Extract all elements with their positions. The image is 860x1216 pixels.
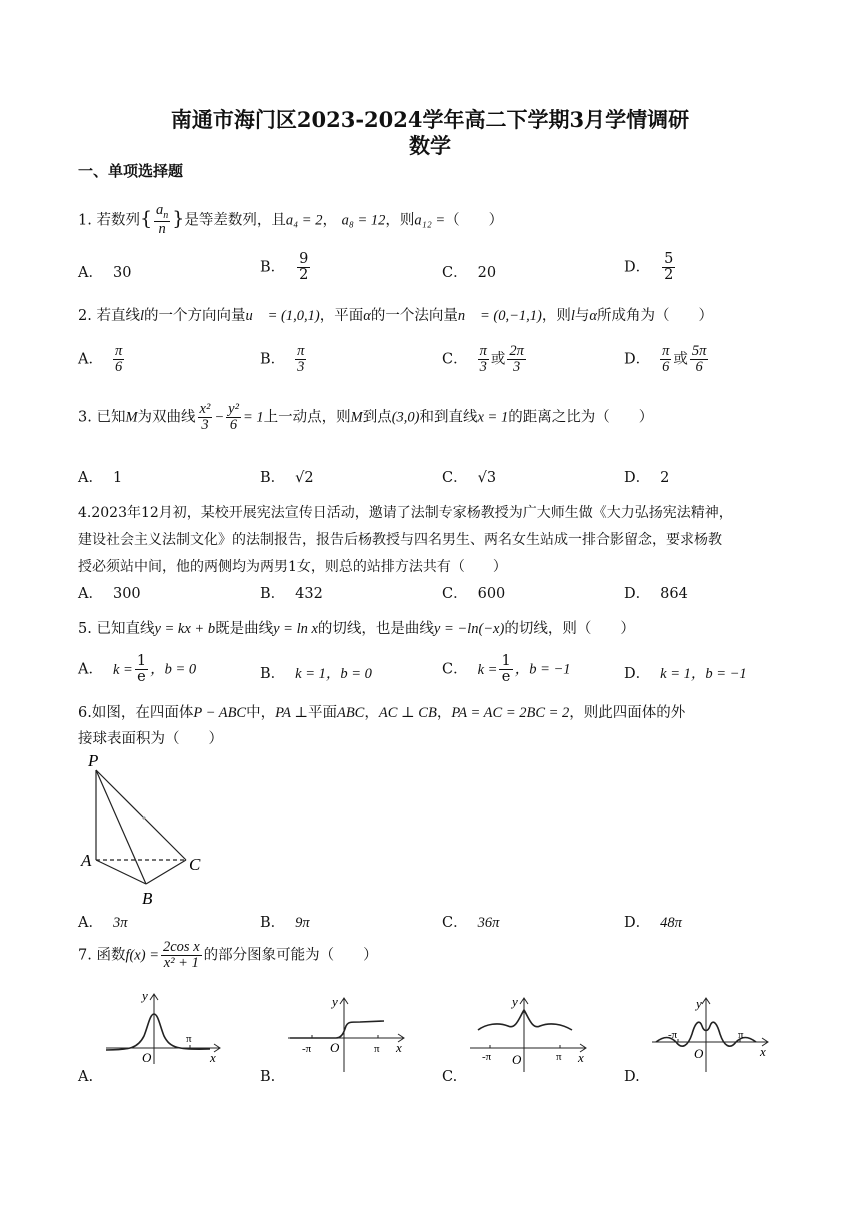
- q3-eq: = 1: [242, 409, 264, 426]
- option-value: 30: [112, 265, 132, 281]
- frac-den: 2: [299, 267, 309, 284]
- brace-open: {: [139, 207, 153, 230]
- q3-text: 已知: [96, 409, 126, 426]
- tetrahedron-figure: [78, 752, 208, 912]
- or-text: 或: [673, 351, 688, 368]
- graph-c: [466, 994, 596, 1074]
- q1-number: 1.: [78, 212, 92, 229]
- pi-label: π: [186, 1033, 192, 1045]
- pi-label: π: [556, 1051, 562, 1063]
- q2-option-a[interactable]: [78, 344, 126, 375]
- exam-title: 南通市海门区2023-2024学年高二下学期3月学情调研: [170, 107, 690, 132]
- frac-den: 6: [695, 359, 703, 376]
- option-label: D．: [624, 666, 651, 682]
- q1-sep-2: ，则: [385, 212, 415, 229]
- q2-alpha: α: [363, 308, 371, 324]
- option-value: 600: [477, 586, 506, 602]
- q3-text-b: 为双曲线: [137, 409, 196, 426]
- q7-option-b[interactable]: B.: [260, 1069, 276, 1085]
- frac-num: 1: [136, 653, 147, 669]
- q1-blank: （ ）: [445, 212, 504, 229]
- option-value: 1: [112, 470, 123, 486]
- q2-l-2: l: [570, 308, 575, 324]
- option-value: 300: [112, 586, 141, 602]
- q3-option-b[interactable]: [260, 468, 314, 488]
- q2-option-d[interactable]: [624, 344, 710, 375]
- option-b: ，b = 0: [150, 661, 197, 678]
- option-label: A．: [78, 661, 103, 678]
- curve-a: [106, 1014, 210, 1050]
- option-value: 3π: [112, 915, 128, 931]
- q6-sep: ，: [364, 705, 379, 721]
- option-fraction: [662, 252, 675, 283]
- frac-num: π: [297, 343, 305, 359]
- q5-text: 已知直线: [96, 621, 155, 637]
- q2-text-c: ，平面: [319, 308, 364, 324]
- frac-num: y²: [228, 401, 239, 417]
- q6-tetra: P − ABC: [193, 705, 247, 721]
- edge-ab: [96, 860, 146, 884]
- q1-cond-2: a₈ = 12: [341, 212, 386, 229]
- q5-text-d: 的切线，则（ ）: [504, 621, 635, 637]
- curve-c: [478, 1010, 572, 1030]
- question-6: [78, 700, 798, 752]
- frac-den: 3: [201, 417, 209, 434]
- neg-pi-label: -π: [302, 1043, 312, 1055]
- q3-text-f: 的距离之比为（ ）: [508, 409, 654, 426]
- question-3: [78, 402, 798, 433]
- origin-label: O: [694, 1046, 704, 1061]
- q6-option-a[interactable]: [78, 913, 128, 933]
- q1-target: a₁₂ =: [414, 212, 446, 229]
- x-label: x: [760, 1044, 766, 1059]
- graph-a: [100, 988, 230, 1068]
- q2-u-vector: u⃗ = (1,0,1): [245, 308, 320, 324]
- frac-den: 6: [229, 417, 238, 434]
- q2-alpha-2: α: [589, 308, 598, 324]
- option-fraction-2: [507, 344, 526, 375]
- graph-b: [284, 994, 414, 1074]
- q5-option-a[interactable]: [78, 654, 196, 685]
- question-5: [78, 616, 798, 642]
- q6-text-c: 平面: [307, 705, 337, 721]
- edge-pc: [96, 770, 186, 860]
- option-label: D．: [624, 915, 651, 931]
- frac-num: 1: [501, 653, 511, 669]
- frac-num: π: [479, 343, 487, 359]
- option-label: C．: [442, 470, 468, 486]
- q3-minus: −: [214, 409, 225, 426]
- option-value: 9π: [295, 915, 310, 931]
- q3-point: (3,0): [391, 409, 420, 426]
- frac-den: 3: [297, 359, 305, 376]
- vertex-b-label: B: [142, 889, 153, 908]
- option-value: k = 1，b = −1: [660, 666, 747, 682]
- q5-curve-2: y = −ln(−x): [433, 621, 505, 637]
- q7-text-b: 的部分图象可能为（ ）: [203, 947, 378, 964]
- q1-text-b: 是等差数列，且: [184, 212, 286, 229]
- option-value: 864: [660, 586, 688, 602]
- option-k: k =: [477, 661, 498, 678]
- frac-num: 2cos x: [162, 939, 200, 955]
- option-label: B．: [260, 915, 286, 931]
- option-label: C．: [442, 915, 468, 931]
- option-label: D．: [624, 470, 651, 486]
- option-value: 36π: [477, 915, 500, 931]
- option-label: A．: [78, 470, 103, 486]
- q1-option-d[interactable]: [624, 252, 677, 283]
- option-fraction-2: [690, 344, 709, 375]
- q6-text-b: 中，: [246, 705, 276, 721]
- q2-text-b: 的一个方向向量: [143, 308, 246, 324]
- question-2: [78, 303, 798, 329]
- option-label: C．: [442, 661, 468, 678]
- q7-text: 函数: [96, 947, 126, 964]
- option-value: 432: [295, 586, 323, 602]
- question-1: [78, 203, 778, 238]
- q2-option-b[interactable]: [260, 344, 308, 375]
- frac-num: x²: [199, 401, 211, 417]
- q6-sep-2: ，: [436, 705, 452, 721]
- edge-bc: [146, 860, 186, 884]
- q4-option-a[interactable]: [78, 584, 141, 604]
- q1-frac-den: n: [158, 221, 166, 238]
- x-label: x: [210, 1050, 216, 1065]
- y-label: y: [512, 994, 518, 1009]
- exam-subject: 数学: [409, 133, 451, 158]
- curve-b: [290, 1021, 384, 1038]
- option-value: √2: [295, 470, 314, 486]
- q5-text-b: 既是曲线: [215, 621, 274, 637]
- q2-option-c[interactable]: [442, 344, 528, 375]
- q1-frac-sub: n: [163, 209, 169, 221]
- option-value: 2: [660, 470, 670, 486]
- q1-option-c[interactable]: [442, 263, 496, 283]
- q6-plane: ABC: [336, 705, 365, 721]
- frac-den: 2: [664, 267, 674, 284]
- frac-den: 3: [513, 359, 521, 376]
- option-label: C．: [442, 351, 468, 368]
- option-fraction: [113, 344, 124, 375]
- q5-line-eq: y = kx + b: [154, 621, 216, 637]
- or-text: 或: [490, 351, 506, 368]
- q3-M-2: M: [350, 409, 363, 426]
- option-fraction: [135, 654, 148, 685]
- y-label: y: [696, 996, 702, 1011]
- option-value: 48π: [660, 915, 682, 931]
- q2-text: 若直线: [96, 308, 140, 324]
- question-7: [78, 940, 798, 971]
- option-value: k = 1，b = 0: [295, 666, 372, 682]
- q6-cond-2: AC ⊥ CB: [378, 705, 437, 721]
- q7-option-c[interactable]: C.: [442, 1069, 458, 1085]
- q1-option-a[interactable]: [78, 263, 131, 283]
- question-4: [78, 500, 798, 581]
- option-value: 20: [477, 265, 497, 281]
- q6-text: 如图，在四面体: [91, 705, 194, 721]
- q5-option-c[interactable]: [442, 654, 571, 685]
- q4-option-c[interactable]: [442, 584, 505, 604]
- option-label: B．: [260, 666, 286, 682]
- q6-line-2: 接球表面积为（ ）: [78, 731, 223, 747]
- option-label: A．: [78, 265, 103, 281]
- q4-option-d[interactable]: [624, 584, 688, 604]
- q2-text-e: ，则: [541, 308, 571, 324]
- option-label: A．: [78, 915, 103, 931]
- q5-option-b[interactable]: [260, 664, 372, 684]
- q3-text-e: 和到直线: [419, 409, 478, 426]
- frac-num: 5π: [691, 343, 707, 359]
- vertex-a-label: A: [81, 851, 92, 870]
- frac-den: 3: [479, 359, 487, 376]
- q6-option-b[interactable]: [260, 913, 310, 933]
- q7-number: 7.: [78, 947, 92, 964]
- option-label: C．: [442, 586, 468, 602]
- q5-option-d[interactable]: [624, 664, 747, 684]
- option-label: B．: [260, 470, 286, 486]
- option-label: B．: [260, 259, 286, 276]
- option-label: C．: [442, 265, 468, 281]
- q3-line: x = 1: [477, 409, 509, 426]
- q2-number: 2.: [78, 308, 92, 324]
- x-label: x: [396, 1040, 402, 1055]
- q6-cond-3: PA = AC = 2BC = 2: [451, 705, 570, 721]
- frac-den: e: [137, 669, 146, 686]
- neg-pi-label: -π: [482, 1051, 492, 1063]
- frac-num: π: [114, 343, 123, 359]
- option-label: A．: [78, 351, 103, 368]
- frac-den: x² + 1: [163, 955, 199, 972]
- option-fraction: [499, 654, 512, 685]
- frac-den: e: [501, 669, 511, 686]
- q6-option-d[interactable]: [624, 913, 682, 933]
- origin-label: O: [142, 1050, 152, 1065]
- q3-text-c: 上一动点，则: [263, 409, 351, 426]
- q7-option-a[interactable]: A.: [78, 1069, 94, 1085]
- q2-n-vector: n⃗ = (0,−1,1): [457, 308, 542, 324]
- option-k: k =: [112, 661, 133, 678]
- option-fraction: [660, 344, 671, 375]
- neg-pi-label: -π: [668, 1029, 678, 1041]
- q6-cond-1: PA ⊥: [275, 705, 308, 721]
- frac-den: 6: [114, 359, 123, 376]
- q3-frac-x: [198, 402, 213, 433]
- q3-option-a[interactable]: [78, 468, 122, 488]
- option-label: A．: [78, 586, 103, 602]
- q3-number: 3.: [78, 409, 92, 426]
- q2-l: l: [139, 308, 144, 324]
- q3-M: M: [125, 409, 138, 426]
- q1-sep: ，: [322, 212, 337, 229]
- frac-den: 6: [662, 359, 670, 376]
- section-heading: 一、单项选择题: [78, 162, 184, 180]
- option-value: √3: [477, 470, 497, 486]
- q3-frac-y: [226, 402, 241, 433]
- brace-close: }: [172, 207, 185, 230]
- option-label: B．: [260, 586, 286, 602]
- option-label: D．: [624, 259, 651, 276]
- q1-cond-1: a₄ = 2: [285, 212, 323, 229]
- option-label: B．: [260, 351, 286, 368]
- pi-label: π: [738, 1029, 744, 1041]
- q1-frac-num: a: [156, 202, 164, 218]
- dot-marker: [142, 816, 145, 819]
- origin-label: O: [512, 1052, 522, 1067]
- q2-text-g: 所成角为（ ）: [597, 308, 714, 324]
- option-fraction: [297, 252, 310, 283]
- y-label: y: [142, 988, 148, 1003]
- option-b: ，b = −1: [514, 661, 571, 678]
- q4-number: 4.: [78, 505, 92, 521]
- option-label: D．: [624, 586, 651, 602]
- q5-curve-1: y = ln x: [273, 621, 318, 637]
- frac-num: π: [662, 343, 670, 359]
- q4-option-b[interactable]: [260, 584, 323, 604]
- origin-label: O: [330, 1040, 340, 1055]
- q6-number: 6.: [78, 705, 92, 721]
- q2-text-f: 与: [574, 308, 590, 324]
- vertex-c-label: C: [189, 855, 201, 874]
- q5-text-c: 的切线，也是曲线: [317, 621, 434, 637]
- q1-fraction: [154, 203, 170, 238]
- q3-text-d: 到点: [362, 409, 392, 426]
- q3-option-c[interactable]: [442, 468, 496, 488]
- frac-num: 9: [299, 251, 309, 267]
- q7-option-d[interactable]: D.: [624, 1069, 640, 1085]
- vertex-p-label: P: [88, 752, 99, 770]
- option-label: D．: [624, 351, 651, 368]
- q7-fx: f(x) =: [125, 947, 159, 964]
- q1-option-b[interactable]: [260, 252, 312, 283]
- frac-num: 2π: [509, 343, 524, 359]
- q3-option-d[interactable]: [624, 468, 669, 488]
- q4-line-3: 授必须站中间，他的两侧均为两男1女，则总的站排方法共有（ ）: [78, 559, 507, 575]
- q4-line-1: 2023年12月初，某校开展宪法宣传日活动，邀请了法制专家杨教授为广大师生做《大力弘扬宪法精神，: [91, 505, 733, 521]
- graph-d: [648, 994, 778, 1074]
- option-fraction: [295, 344, 306, 375]
- q1-text: 若数列: [96, 212, 140, 229]
- q4-line-2: 建设社会主义法制文化》的法制报告，报告后杨教授与四名男生、两名女生站成一排合影留念，要求杨教: [78, 532, 722, 548]
- option-fraction: [478, 344, 489, 375]
- q7-fraction: [161, 940, 202, 971]
- y-label: y: [332, 994, 338, 1009]
- pi-label: π: [374, 1043, 380, 1055]
- q6-option-c[interactable]: [442, 913, 499, 933]
- q6-text-d: ，则此四面体的外: [569, 705, 686, 721]
- q2-text-d: 的一个法向量: [370, 308, 458, 324]
- q5-number: 5.: [78, 621, 92, 637]
- edge-pb: [96, 770, 146, 884]
- x-label: x: [578, 1050, 584, 1065]
- frac-num: 5: [664, 251, 674, 267]
